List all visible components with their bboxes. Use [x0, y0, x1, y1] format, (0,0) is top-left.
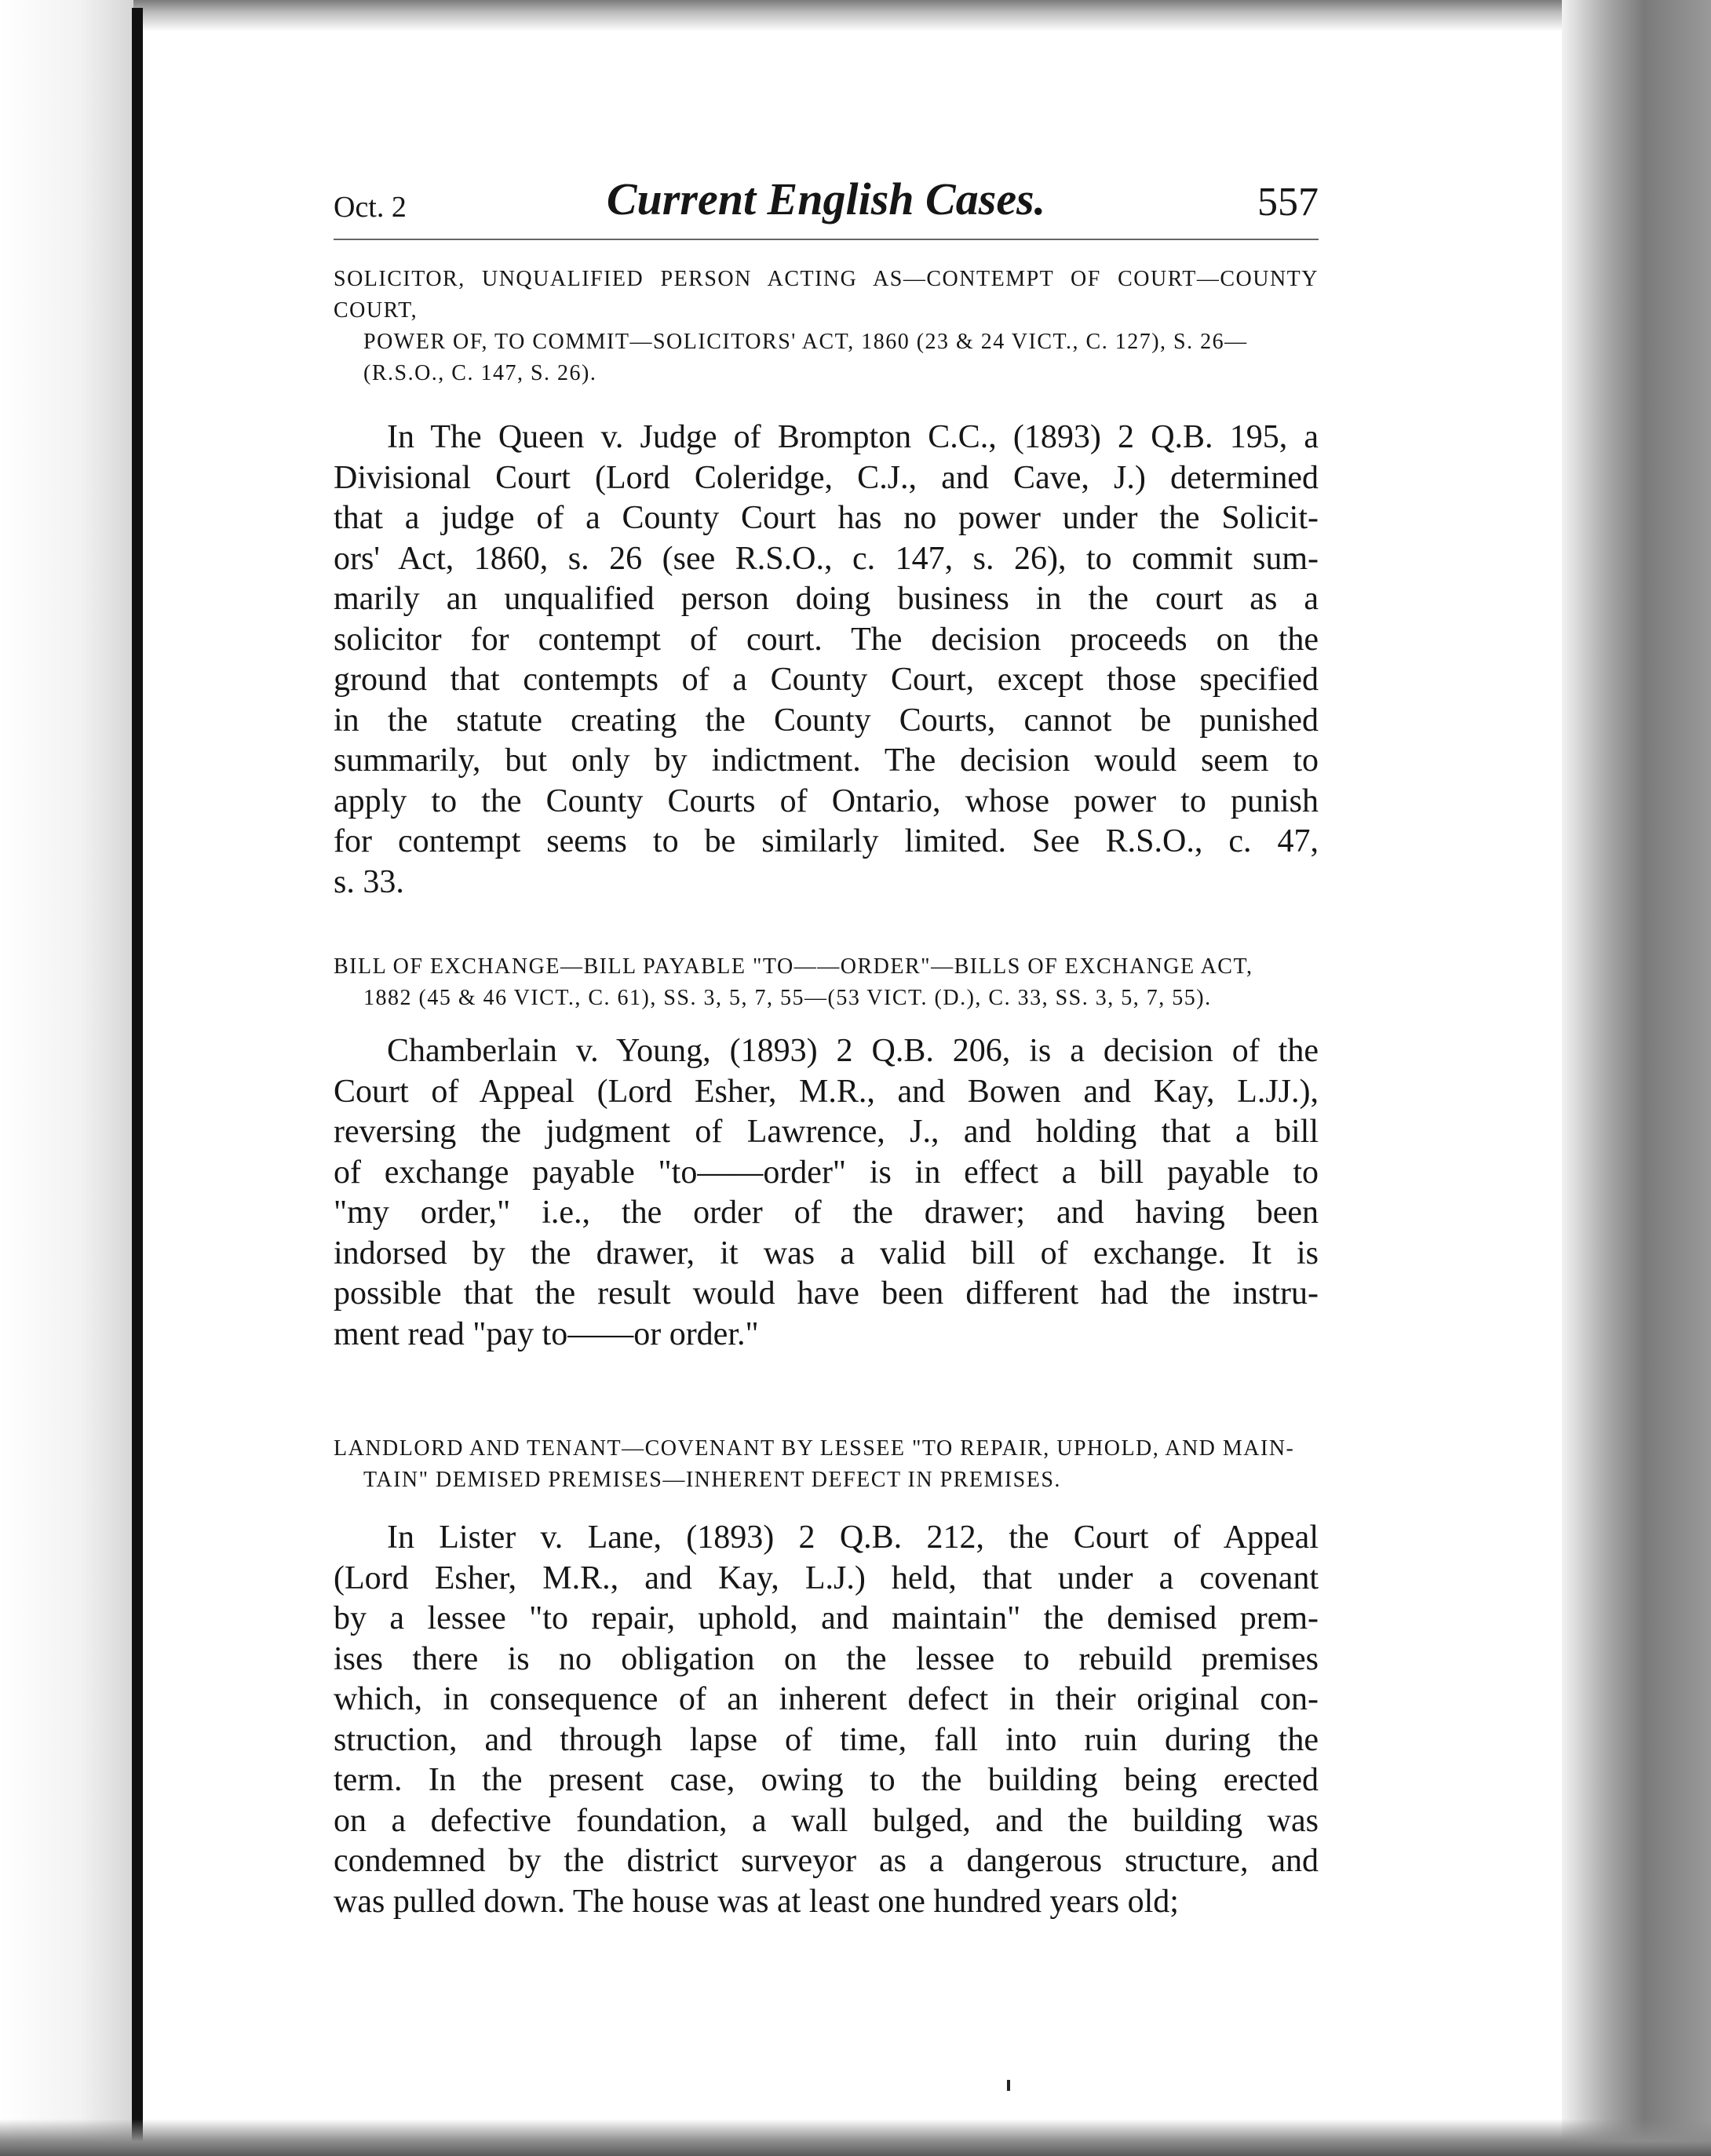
- paragraph-line: solicitor for contempt of court. The decision proceeds on the: [334, 621, 1319, 658]
- paragraph-line: ises there is no obligation on the lessee to rebuild premises: [334, 1640, 1319, 1677]
- paragraph-line: marily an unqualified person doing business in the court as a: [334, 581, 1319, 617]
- running-head-title: Current English Cases.: [606, 173, 1046, 224]
- section-heading-landlord-tenant: [334, 1433, 1319, 1496]
- heading-line: BILL OF EXCHANGE—BILL PAYABLE "TO——ORDER"—BILLS OF EXCHANGE ACT,: [334, 954, 1253, 979]
- paragraph-line: Divisional Court (Lord Coleridge, C.J., and Cave, J.) determined: [334, 459, 1319, 496]
- scan-border-right: [1562, 0, 1711, 2156]
- binding-edge: [132, 8, 143, 2143]
- heading-line: LANDLORD AND TENANT—COVENANT BY LESSEE "TO REPAIR, UPHOLD, AND MAIN-: [334, 1436, 1295, 1461]
- paragraph-line: ors' Act, 1860, s. 26 (see R.S.O., c. 147, s. 26), to commit sum-: [334, 540, 1319, 577]
- paragraph-line: struction, and through lapse of time, fall into ruin during the: [334, 1721, 1319, 1758]
- page-content: [334, 173, 1319, 1922]
- paragraph-line: term. In the present case, owing to the building being erected: [334, 1762, 1319, 1798]
- paragraph-line: summarily, but only by indictment. The decision would seem to: [334, 742, 1319, 779]
- heading-line: 1882 (45 & 46 VICT., C. 61), SS. 3, 5, 7, 55—(53 VICT. (D.), C. 33, SS. 3, 5, 7, 55).: [363, 986, 1212, 1010]
- scan-border-left: [0, 0, 133, 2156]
- case-paragraph-lister: [334, 1518, 1319, 1922]
- paragraph-line: which, in consequence of an inherent defect in their original con-: [334, 1681, 1319, 1717]
- paragraph-line: condemned by the district surveyor as a dangerous structure, and: [334, 1843, 1319, 1879]
- case-paragraph-brompton: [334, 418, 1319, 903]
- paragraph-line: (Lord Esher, M.R., and Kay, L.J.) held, that under a covenant: [334, 1560, 1319, 1596]
- section-heading-solicitor: [334, 264, 1319, 389]
- paragraph-line: by a lessee "to repair, uphold, and maintain" the demised prem-: [334, 1600, 1319, 1636]
- paragraph-line: ground that contempts of a County Court, except those specified: [334, 662, 1319, 698]
- scan-border-bottom: [0, 2119, 1711, 2156]
- paragraph-line: In The Queen v. Judge of Brompton C.C., (1893) 2 Q.B. 195, a: [387, 419, 1319, 455]
- heading-line: TAIN" DEMISED PREMISES—INHERENT DEFECT IN PREMISES.: [363, 1468, 1061, 1492]
- paragraph-line: that a judge of a County Court has no power under the Solicit-: [334, 500, 1319, 536]
- scan-border-top: [0, 0, 1711, 31]
- page-number: 557: [1257, 180, 1319, 224]
- paragraph-line: apply to the County Courts of Ontario, whose power to punish: [334, 783, 1319, 819]
- paragraph-line: was pulled down. The house was at least one hundred years old;: [334, 1883, 1179, 1920]
- heading-line: POWER OF, TO COMMIT—SOLICITORS' ACT, 1860 (23 & 24 VICT., C. 127), S. 26—: [363, 330, 1248, 354]
- paragraph-line: of exchange payable "to——order" is in effect a bill payable to: [334, 1154, 1319, 1191]
- running-head-rule: [334, 239, 1319, 240]
- paragraph-line: in the statute creating the County Courts, cannot be punished: [334, 702, 1319, 739]
- paragraph-line: on a defective foundation, a wall bulged, and the building was: [334, 1802, 1319, 1839]
- paragraph-line: ment read "pay to——or order.": [334, 1315, 759, 1352]
- case-paragraph-chamberlain: [334, 1031, 1319, 1355]
- footer-mark: [1007, 2080, 1010, 2091]
- running-head-date: Oct. 2: [334, 191, 407, 224]
- heading-line: (R.S.O., C. 147, S. 26).: [363, 361, 597, 385]
- paragraph-line: indorsed by the drawer, it was a valid bill of exchange. It is: [334, 1235, 1319, 1271]
- paragraph-line: for contempt seems to be similarly limited. See R.S.O., c. 47,: [334, 823, 1319, 859]
- section-heading-bill-of-exchange: [334, 951, 1319, 1014]
- heading-line: SOLICITOR, UNQUALIFIED PERSON ACTING AS—CONTEMPT OF COURT—COUNTY COURT,: [334, 267, 1319, 323]
- paragraph-line: reversing the judgment of Lawrence, J., and holding that a bill: [334, 1114, 1319, 1150]
- paragraph-line: Court of Appeal (Lord Esher, M.R., and Bowen and Kay, L.JJ.),: [334, 1073, 1319, 1110]
- paragraph-line: In Lister v. Lane, (1893) 2 Q.B. 212, the Court of Appeal: [387, 1519, 1319, 1556]
- paragraph-line: possible that the result would have been different had the instru-: [334, 1275, 1319, 1311]
- paragraph-line: s. 33.: [334, 863, 404, 900]
- paragraph-line: Chamberlain v. Young, (1893) 2 Q.B. 206, is a decision of the: [387, 1033, 1319, 1069]
- running-head: [334, 173, 1319, 232]
- paragraph-line: "my order," i.e., the order of the drawer; and having been: [334, 1195, 1319, 1231]
